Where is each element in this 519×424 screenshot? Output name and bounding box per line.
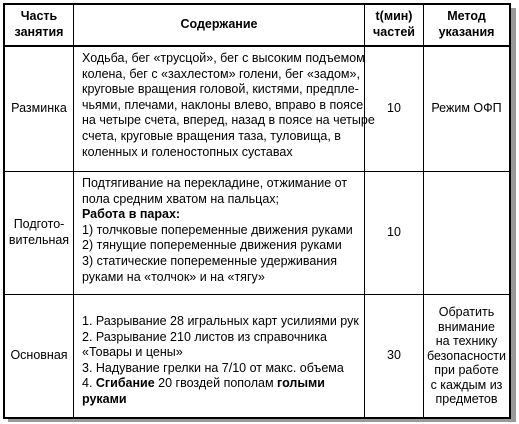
content-line: Ходьба, бег «трусцой», бег с высоким подъемом [82,51,365,65]
header-content: Содержание [180,17,258,32]
header-part-line: занятия [14,25,64,39]
table-shadow-bottom [8,419,516,422]
content-line: «Товары и цены» [82,345,183,360]
bold-word: Сгибание [95,376,155,391]
content-line: на четыре счета, вперед, назад в поясе на четыре [82,113,375,128]
header-method-line: указания [438,25,495,39]
row-content-preparatory [74,176,364,292]
item-number: 4. [82,376,96,391]
content-line: Подтягивание на перекладине, отжимание от [82,176,348,190]
content-line-mixed [82,376,358,392]
header-part [5,5,73,45]
content-line-heading: Работа в парах: [82,207,181,222]
method-line: при работе [434,363,499,378]
content-line: 3) статические попеременные удерживания [82,253,337,268]
content-line-bold: руками [82,391,127,406]
method-line: с каждым из [430,377,503,392]
content-line: 2. Разрывание 210 листов из справочника [82,329,327,344]
part-line: Подгото- [13,217,65,232]
bold-word: голыми [277,376,325,391]
content-line: 3. Надувание грелки на 7/10 от макс. объема [82,360,344,375]
row-part-warmup: Разминка [11,101,67,116]
content-line: пола средним хватом на пальцах; [82,191,280,206]
row-content-main [74,314,364,414]
content-line: 2) тянущие попеременные движения руками [82,238,342,253]
header-time-line: частей [373,25,415,39]
method-line: безопасности [426,348,507,363]
content-line: 1. Разрывание 28 игральных карт усилиями рук [82,314,359,328]
header-time [365,5,423,45]
method-line: Обратить [438,304,495,319]
header-method [424,5,509,45]
header-time-line: t(мин) [375,9,413,24]
row-method-main [424,295,509,417]
method-line: на технику [435,334,498,349]
table-shadow-right [511,8,516,422]
content-line: 1) толчковые попеременные движения руками [82,222,353,237]
row-method-preparatory [424,172,509,294]
header-part-line: Часть [20,9,58,24]
content-line: чьями, плечами, наклоны влево, вправо в поясе [82,97,364,112]
row-part-preparatory [5,172,73,294]
content-line: руками на «толчок» и на «тягу» [82,269,265,284]
row-method-warmup: Режим ОФП [431,101,502,116]
header-method-line: Метод [447,9,486,24]
content-line: счета, круговые вращения таза, туловища, в [82,128,341,143]
part-line: вительная [8,233,70,247]
training-table [3,3,511,419]
row-part-main: Основная [10,348,68,363]
method-line: предметов [435,392,498,407]
content-line: колена, бег с «захлестом» голени, бег «задом», [82,66,360,81]
row-time-preparatory: 10 [387,225,401,240]
method-line: внимание [438,319,495,334]
row-time-warmup: 10 [387,101,401,116]
row-content-warmup [74,51,375,169]
content-line: коленных и голеностопных суставах [82,144,293,159]
row-time-main: 30 [387,348,401,363]
content-line: круговые вращения головой, кистями, предпле- [82,82,359,97]
plain-text: 20 гвоздей пополам [154,376,278,391]
